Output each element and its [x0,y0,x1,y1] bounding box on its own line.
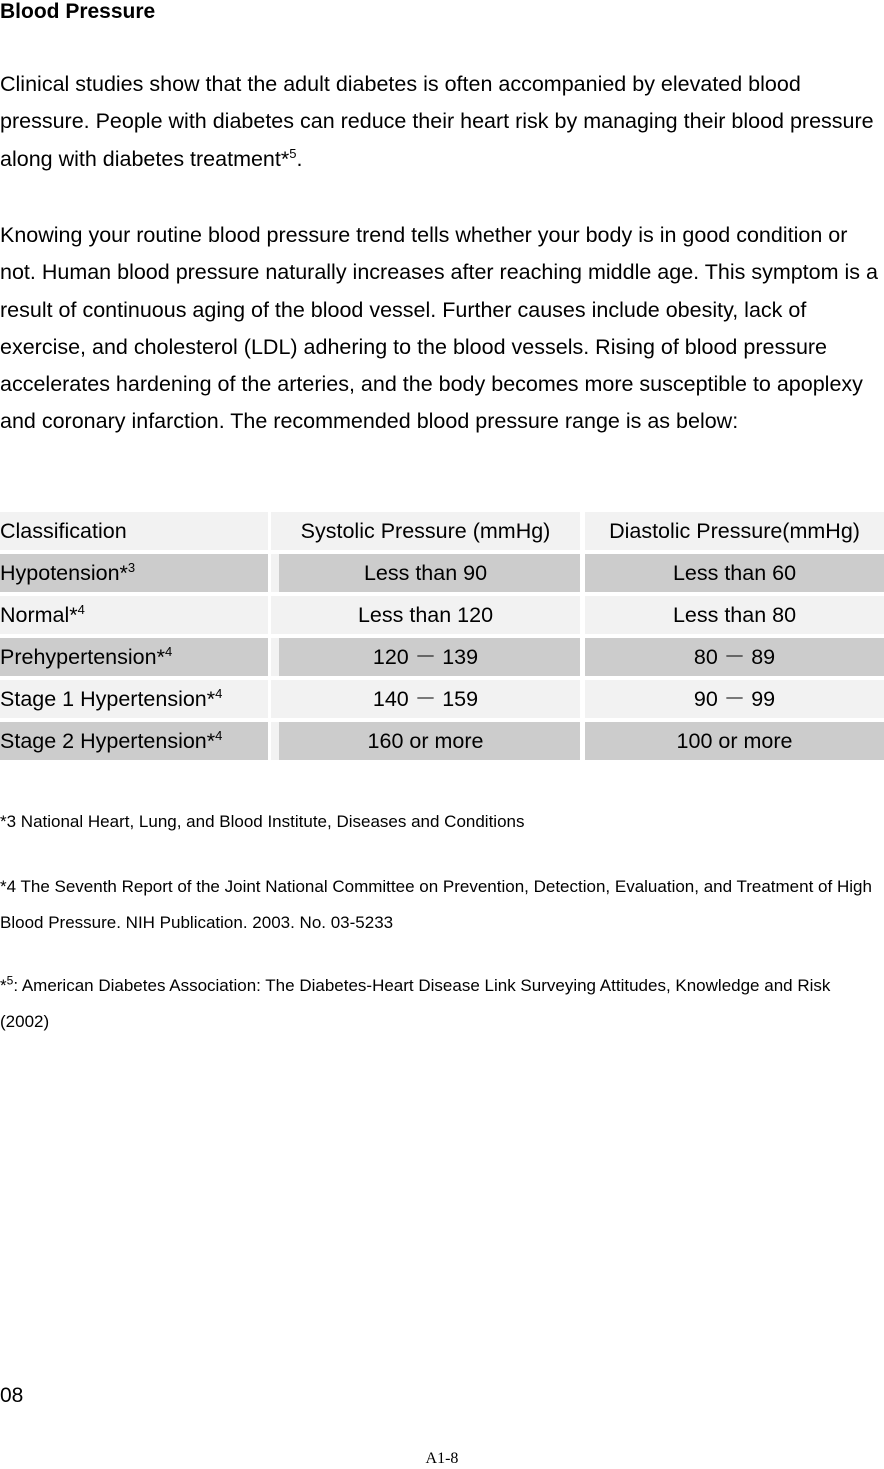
cell-divider [271,722,279,760]
cell-divider [271,638,279,676]
table-cell-diastolic: 90 － 99 [585,680,884,718]
footnote-5: *$^5$: American Diabetes Association: The Diabetes-Heart Disease Link Surveying Attitudes, Knowledge and Risk (2002) [0,973,831,1031]
intro-paragraph [0,66,880,178]
footnote-ref-5: 5 [289,145,297,161]
table-row-classification: Prehypertension*$^4$ [0,638,268,676]
header-classification: Classification [0,512,268,550]
page-number: 08 [0,1384,24,1407]
trend-paragraph: Knowing your routine blood pressure trend tells whether your body is in good condition or not. Human blood pressure naturally increases after reaching middle age. This symptom is a result of continuous aging of the blood vessel. Further causes include obesity, lack of exercise, and cholesterol (LDL) adhering to the blood vessels. Rising of blood pressure accelerates hardening of the arteries, and the body becomes more susceptible to apoplexy and coronary infarction. The recommended blood pressure range is as below: [0,223,878,434]
footnote-3: *3 National Heart, Lung, and Blood Institute, Diseases and Conditions [0,812,525,831]
table-cell-systolic: Less than 90 [271,554,580,592]
section-title: Blood Pressure [0,0,156,23]
table-row-classification: Stage 2 Hypertension*$^4$ [0,722,268,760]
intro-end: . [296,146,303,171]
table-cell-systolic: Less than 120 [271,596,580,634]
table-cell-diastolic: Less than 60 [585,554,884,592]
table-cell-diastolic: 80 － 89 [585,638,884,676]
table-cell-systolic: 160 or more [271,722,580,760]
blood-pressure-table [0,512,884,764]
intro-text: Clinical studies show that the adult diabetes is often accompanied by elevated blood pressure. People with diabetes can reduce their heart risk by managing their blood pressure along with diabetes treatment* [0,72,874,171]
page-footer-label: A1-8 [425,1450,459,1467]
cell-divider [271,554,279,592]
table-row-classification: Stage 1 Hypertension*$^4$ [0,680,268,718]
table-cell-systolic: 140 － 159 [271,680,580,718]
table-row-classification: Normal*$^4$ [0,596,268,634]
table-cell-diastolic: 100 or more [585,722,884,760]
header-systolic: Systolic Pressure (mmHg) [271,512,580,550]
header-diastolic: Diastolic Pressure(mmHg) [585,512,884,550]
table-cell-diastolic: Less than 80 [585,596,884,634]
footnote-4: *4 The Seventh Report of the Joint National Committee on Prevention, Detection, Evaluation, and Treatment of High Blood Pressure. NIH Publication. 2003. No. 03-5233 [0,877,872,932]
table-cell-systolic: 120 － 139 [271,638,580,676]
table-row-classification: Hypotension*$^3$ [0,554,268,592]
